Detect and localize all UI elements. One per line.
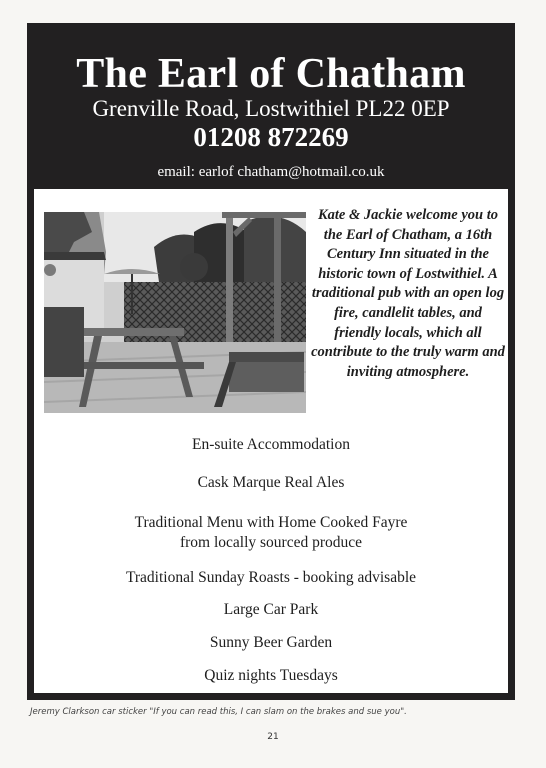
feature-item: from locally sourced produce — [179, 534, 363, 551]
feature-item: Large Car Park — [223, 601, 319, 618]
feature-item: En-suite Accommodation — [192, 436, 350, 453]
pub-name: The Earl of Chatham — [76, 51, 466, 97]
pub-address: Grenville Road, Lostwithiel PL22 0EP — [92, 96, 450, 121]
page-number: 21 — [267, 732, 279, 742]
beer-garden-photo — [44, 212, 306, 413]
feature-item: Sunny Beer Garden — [209, 634, 333, 651]
ad-content-panel — [34, 189, 508, 693]
pub-email: email: earlof chatham@hotmail.co.uk — [157, 164, 385, 180]
quote-caption: Jeremy Clarkson car sticker "If you can read this, I can slam on the brakes and sue you". — [30, 707, 407, 717]
ad-header — [27, 23, 515, 189]
advertisement — [27, 23, 515, 700]
beer-garden-illustration — [44, 212, 306, 413]
feature-item: Cask Marque Real Ales — [197, 474, 345, 491]
feature-item: Traditional Sunday Roasts - booking advisable — [125, 569, 417, 586]
feature-item: Quiz nights Tuesdays — [204, 667, 338, 684]
welcome-paragraph: Kate & Jackie welcome you to the Earl of Chatham, a 16th Century Inn situated in the historic town of Lostwithiel. A traditional pub with an open log fire, candlelit tables, and friendly locals, which all contribute to the truly warm and inviting atmosphere. — [311, 207, 505, 380]
pub-phone: 01208 872269 — [193, 122, 349, 152]
feature-item: Traditional Menu with Home Cooked Fayre — [134, 514, 408, 531]
